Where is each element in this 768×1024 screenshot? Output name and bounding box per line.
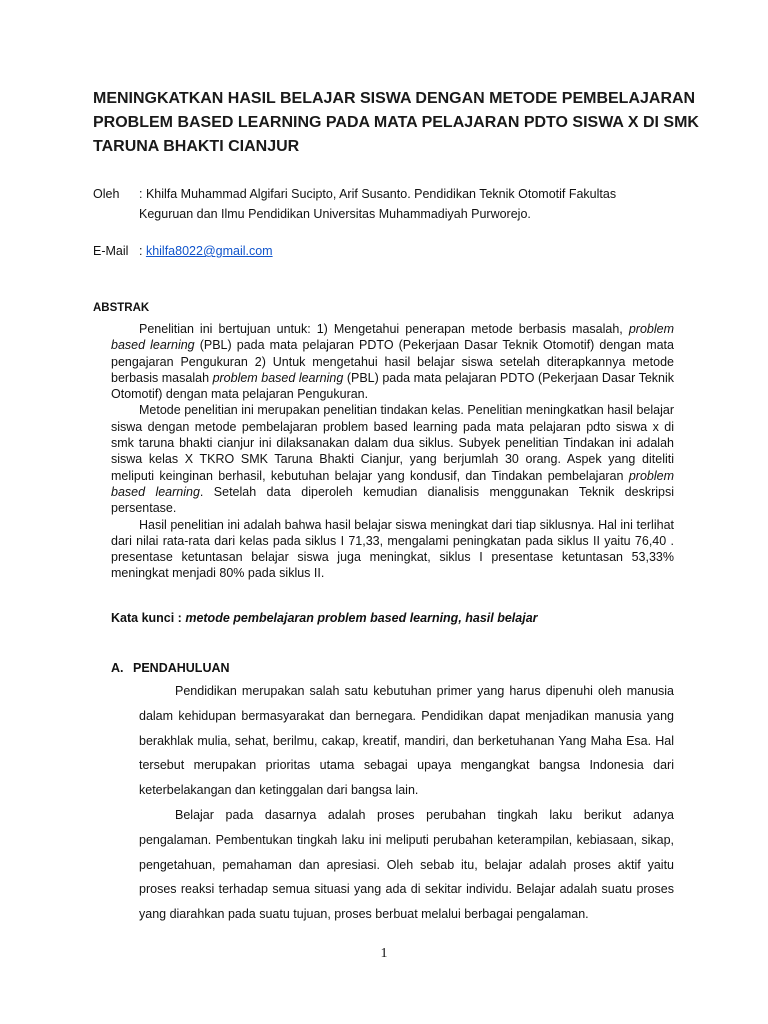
body-paragraph: Belajar pada dasarnya adalah proses perubahan tingkah laku berikut adanya pengalaman. Pembentukan tingkah laku ini meliputi perubahan keterampilan, kebiasaan, sikap, pengetahuan, pemahaman dan apresiasi. Oleh sebab itu, belajar adalah proses aktif yaitu proses reaksi terhadap semua situasi yang ada di sekitar individu. Belajar adalah suatu proses yang diarahkan pada suatu tujuan, proses berbuat melalui berbagai pengalaman. (139, 807, 674, 922)
abstract-heading: ABSTRAK (93, 302, 150, 314)
keywords-label: Kata kunci : (111, 611, 186, 625)
email-label: E-Mail (93, 244, 129, 258)
italic-term: problem based learning (111, 468, 674, 499)
title-line: PROBLEM BASED LEARNING PADA MATA PELAJARAN PDTO SISWA X DI SMK (93, 114, 699, 131)
title-line: MENINGKATKAN HASIL BELAJAR SISWA DENGAN METODE PEMBELAJARAN (93, 90, 696, 107)
title-line: TARUNA BHAKTI CIANJUR (93, 138, 300, 155)
italic-term: problem based learning (111, 322, 674, 353)
author-line: : Khilfa Muhammad Algifari Sucipto, Arif Susanto. Pendidikan Teknik Otomotif Fakultas (139, 187, 617, 201)
email-link[interactable]: khilfa8022@gmail.com (145, 244, 273, 258)
email-value (139, 241, 699, 261)
section-body (139, 679, 674, 927)
abstract-paragraph (111, 402, 674, 516)
abstract-paragraph (111, 321, 674, 402)
author-line: Keguruan dan Ilmu Pendidikan Universitas Muhammadiyah Purworejo. (139, 207, 531, 221)
abstract-body (111, 321, 674, 582)
paper-title (93, 87, 699, 159)
page-number: 1 (380, 946, 388, 961)
italic-term: problem based learning (212, 370, 344, 385)
text-run: Penelitian ini bertujuan untuk: 1) Mengetahui penerapan metode berbasis masalah, (139, 322, 629, 336)
text-run: (PBL) pada mata pelajaran PDTO (Pekerjaan Dasar Teknik Otomotif) dengan mata pelajaran Pengukuran. (111, 370, 674, 402)
body-paragraph: Pendidikan merupakan salah satu kebutuhan primer yang harus dipenuhi oleh manusia dalam kehidupan bermasyarakat dan bernegara. Pendidikan dapat menjadikan manusia yang berakhlak mulia, sehat, berilmu, cakap, kreatif, mandiri, dan berketuhanan Yang Maha Esa. Hal tersebut merupakan prioritas utama sebagai upaya mengangkat bangsa Indonesia dari keterbelakangan dan ketinggalan dari bangsa lain. (139, 684, 674, 798)
section-title: PENDAHULUAN (133, 661, 230, 675)
author-info (139, 184, 699, 224)
keywords-text: metode pembelajaran problem based learning, hasil belajar (185, 611, 538, 625)
author-label: Oleh (93, 187, 120, 201)
section-number: A. (111, 661, 124, 675)
text-run: . Setelah data diperoleh kemudian dianalisis menggunakan Teknik deskripsi persentase. (111, 484, 674, 516)
section-heading (111, 659, 230, 677)
email-separator: : (139, 244, 146, 258)
abstract-paragraph: Hasil penelitian ini adalah bahwa hasil belajar siswa meningkat dari tiap siklusnya. Hal ini terlihat dari nilai rata-rata dari kelas pada siklus I 71,33, mengalami peningkatan pada siklus II yaitu 76,40 . presentase ketuntasan belajar siswa juga meningkat, siklus I presentase ketuntasan 53,33% meningkat menjadi 80% pada siklus II. (111, 517, 674, 581)
text-run: (PBL) pada mata pelajaran PDTO (Pekerjaan Dasar Teknik Otomotif) dengan mata pengajaran Pengukuran 2) Untuk mengetahui hasil belajar siswa setelah diterapkannya metode berbasis masalah (111, 338, 674, 385)
keywords (111, 609, 681, 627)
text-run: Metode penelitian ini merupakan penelitian tindakan kelas. Penelitian meningkatkan hasil belajar siswa dengan metode pembelajaran problem based learning pada mata pelajaran pdto siswa x di smk taruna bhakti cianjur ini dilaksanakan dalam dua siklus. Subyek penelitian Tindakan ini adalah siswa kelas X TKRO SMK Taruna Bhakti Cianjur, yang berjumlah 30 orang. Aspek yang diteliti meliputi keinginan berhasil, kebutuhan belajar yang kondusif, dan Tindakan pembelajaran (111, 403, 674, 483)
